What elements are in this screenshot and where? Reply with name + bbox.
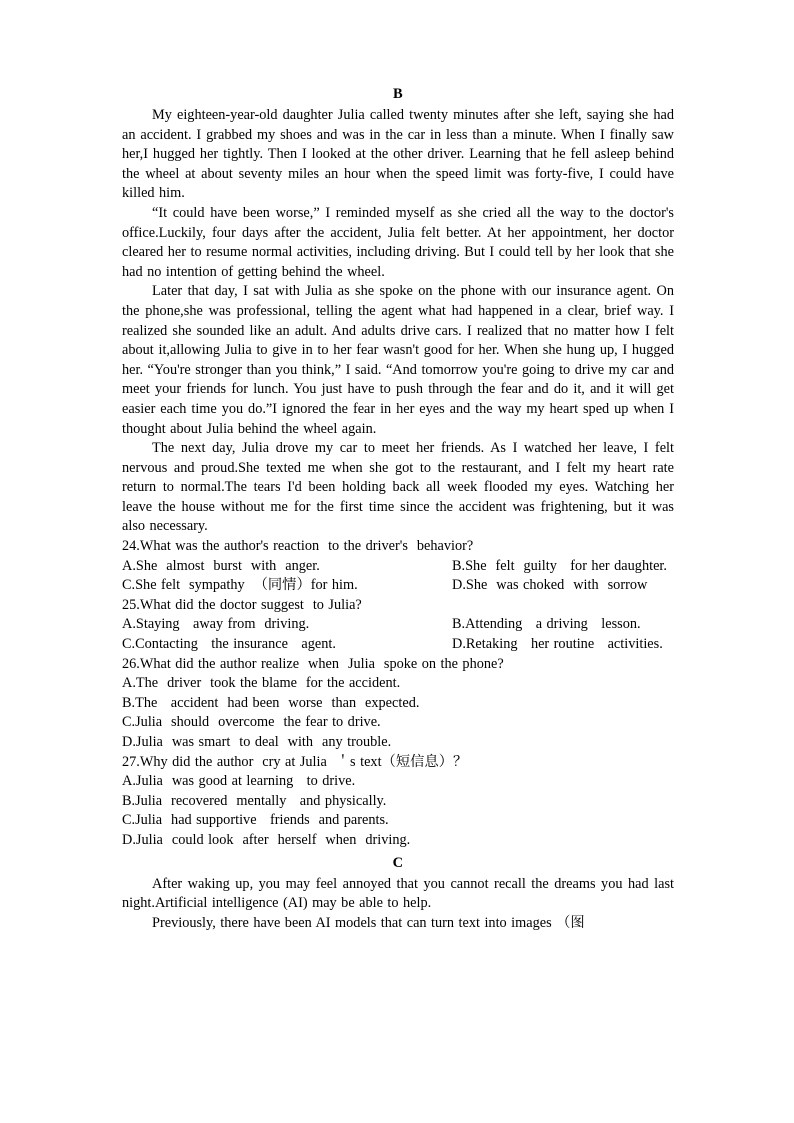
question-25-stem: 25.What did the doctor suggest to Julia? bbox=[122, 596, 362, 613]
question-27-option-d[interactable]: D.Julia could look after herself when driving. bbox=[122, 831, 411, 848]
section-heading-c: C bbox=[392, 854, 404, 871]
question-26-option-c[interactable]: C.Julia should overcome the fear to drive. bbox=[122, 714, 381, 731]
question-26-option-a[interactable]: A.The driver took the blame for the accident. bbox=[122, 675, 401, 692]
question-27-stem: 27.Why did the author cry at Julia ＇s text（短信息）？ bbox=[122, 753, 468, 770]
question-27-option-b[interactable]: B.Julia recovered mentally and physically. bbox=[122, 792, 387, 809]
question-25-option-b[interactable]: B.Attending a driving lesson. bbox=[452, 616, 641, 633]
question-26-option-b[interactable]: B.The accident had been worse than expected. bbox=[122, 694, 420, 711]
question-26 bbox=[122, 655, 674, 753]
question-24-stem: 24.What was the author's reaction to the driver's behavior? bbox=[122, 538, 474, 555]
passage-b-paragraph-2: “It could have been worse,” I reminded myself as she cried all the way to the doctor's office.Luckily, four days after the accident, Julia felt better. At her appointment, her doctor cleared her to resume normal activities, including driving. But I could tell by her look that she had no intention of getting behind the wheel. bbox=[122, 204, 674, 280]
question-25-options-row-1 bbox=[122, 615, 674, 635]
passage-b-paragraph-4: The next day, Julia drove my car to meet her friends. As I watched her leave, I felt nervous and proud.She texted me when she got to the restaurant, and I felt my heart rate return to normal.The tears I'd been holding back all week flooded my eyes. Watching her leave the house without me for the first time since the accident was frightening, but it was also necessary. bbox=[122, 440, 674, 535]
question-24-options-row-1 bbox=[122, 557, 674, 577]
question-25-options-row-2 bbox=[122, 635, 674, 655]
passage-b-paragraph-3: Later that day, I sat with Julia as she spoke on the phone with our insurance agent. On the phone,she was professional, telling the agent what had happened in a clear, brief way. I realized she sounded like an adult. And adults drive cars. I realized that no matter how I felt about it,allowing Julia to give in to her fear wasn't good for her. When she hung up, I hugged her. “You're stronger than you think,” I said. “And tomorrow you're going to drive my car and meet your friends for lunch. You just have to push through the fear and do it, and it will get easier each time you do.”I ignored the fear in her eyes and the way my heart sped up when I thought about Julia behind the wheel again. bbox=[122, 283, 674, 437]
passage-c-paragraph-1: After waking up, you may feel annoyed that you cannot recall the dreams you had last night.Artificial intelligence (AI) may be able to help. bbox=[122, 875, 674, 912]
question-24 bbox=[122, 537, 674, 596]
question-27 bbox=[122, 753, 674, 851]
question-25-option-c[interactable]: C.Contacting the insurance agent. bbox=[122, 636, 336, 653]
question-26-stem: 26.What did the author realize when Julia spoke on the phone? bbox=[122, 655, 504, 672]
section-heading-b: B bbox=[393, 86, 403, 102]
question-25 bbox=[122, 596, 674, 655]
question-25-option-a[interactable]: A.Staying away from driving. bbox=[122, 616, 310, 633]
question-24-options-row-2 bbox=[122, 576, 674, 596]
question-26-option-d[interactable]: D.Julia was smart to deal with any trouble. bbox=[122, 734, 392, 750]
question-27-option-c[interactable]: C.Julia had supportive friends and parents. bbox=[122, 812, 389, 829]
question-25-option-d[interactable]: D.Retaking her routine activities. bbox=[452, 636, 663, 653]
question-24-option-d[interactable]: D.She was choked with sorrow bbox=[452, 577, 648, 594]
question-24-option-a[interactable]: A.She almost burst with anger. bbox=[122, 557, 320, 574]
passage-b-paragraph-1: My eighteen-year-old daughter Julia called twenty minutes after she left, saying she had an accident. I grabbed my shoes and was in the car in less than a minute. When I finally saw her,I hugged her tightly. Then I looked at the other driver. Learning that he fell asleep behind the wheel at about seventy miles an hour when the speed limit was forty-five, I could have killed him. bbox=[122, 107, 674, 202]
question-24-option-b[interactable]: B.She felt guilty for her daughter. bbox=[452, 557, 667, 574]
passage-c-paragraph-2: Previously, there have been AI models that can turn text into images （图 bbox=[152, 914, 585, 931]
question-27-option-a[interactable]: A.Julia was good at learning to drive. bbox=[122, 773, 356, 790]
question-24-option-c[interactable]: C.She felt sympathy （同情）for him. bbox=[122, 577, 358, 594]
